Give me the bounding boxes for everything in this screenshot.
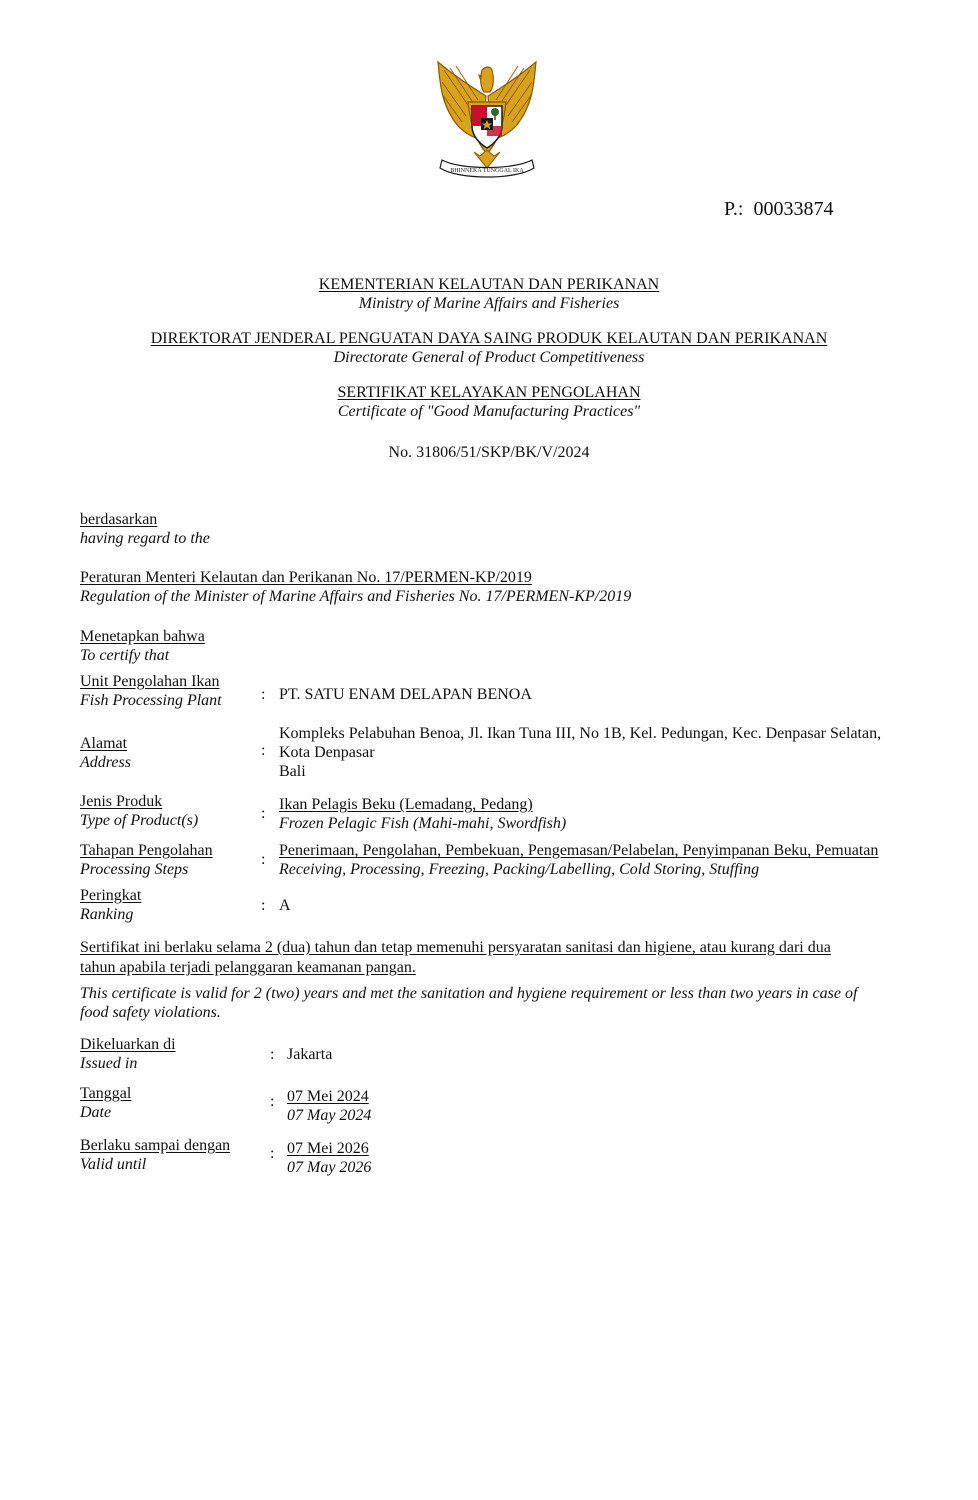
plant-label-id: Unit Pengolahan Ikan: [80, 673, 220, 690]
valid-value-id: 07 Mei 2026: [287, 1140, 369, 1157]
address-label-id: Alamat: [80, 735, 128, 752]
certify-label-id: Menetapkan bahwa: [80, 628, 205, 645]
product-label-id: Jenis Produk: [80, 793, 163, 810]
serial-number: [724, 197, 833, 221]
regulation-en: Regulation of the Minister of Marine Affairs and Fisheries No. 17/PERMEN-KP/2019: [80, 588, 632, 605]
field-plant: [80, 672, 920, 712]
address-colon: :: [261, 742, 266, 759]
product-label-en: Type of Product(s): [80, 812, 199, 829]
serial-value: 00033874: [753, 198, 834, 220]
ministry-title-en: Ministry of Marine Affairs and Fisheries: [358, 295, 620, 312]
emblem-motto: BHINNEKA TUNGGAL IKA: [450, 168, 524, 174]
plant-colon: :: [261, 686, 266, 703]
field-valid-until: [80, 1136, 920, 1178]
date-label-en: Date: [80, 1104, 112, 1121]
issued-colon: :: [270, 1046, 275, 1063]
steps-value-en: Receiving, Processing, Freezing, Packing/Labelling, Cold Storing, Stuffing: [279, 861, 760, 878]
certify-label-en: To certify that: [80, 647, 170, 664]
address-line-1: Kompleks Pelabuhan Benoa, Jl. Ikan Tuna III, No 1B, Kel. Pedungan, Kec. Denpasar Selatan,: [279, 725, 882, 742]
date-colon: :: [270, 1093, 275, 1110]
valid-colon: :: [270, 1145, 275, 1162]
valid-label-id: Berlaku sampai dengan: [80, 1137, 231, 1154]
valid-value-en: 07 May 2026: [287, 1159, 372, 1176]
field-date: [80, 1084, 920, 1126]
issued-label-id: Dikeluarkan di: [80, 1036, 176, 1053]
field-steps: [80, 840, 920, 880]
certificate-number: No. 31806/51/SKP/BK/V/2024: [388, 444, 590, 461]
product-value-en: Frozen Pelagic Fish (Mahi-mahi, Swordfish): [279, 815, 567, 832]
date-label-id: Tanggal: [80, 1085, 132, 1102]
basis-label-en: having regard to the: [80, 530, 210, 547]
issued-value: Jakarta: [287, 1046, 333, 1063]
valid-label-en: Valid until: [80, 1156, 147, 1173]
plant-label-en: Fish Processing Plant: [80, 692, 222, 709]
validity-text-en-2: food safety violations.: [80, 1004, 221, 1021]
plant-value: PT. SATU ENAM DELAPAN BENOA: [279, 686, 532, 703]
issued-label-en: Issued in: [80, 1055, 138, 1072]
garuda-pancasila-emblem: [430, 56, 544, 186]
validity-text-id-1: Sertifikat ini berlaku selama 2 (dua) tahun dan tetap memenuhi persyaratan sanitasi dan higiene, atau kurang dari dua: [80, 939, 831, 956]
address-line-3: Bali: [279, 763, 306, 780]
ranking-label-id: Peringkat: [80, 887, 142, 904]
address-line-2: Kota Denpasar: [279, 744, 375, 761]
product-value-id: Ikan Pelagis Beku (Lemadang, Pedang): [279, 796, 533, 813]
validity-text-id-2: tahun apabila terjadi pelanggaran keamanan pangan.: [80, 959, 416, 976]
field-product: [80, 792, 920, 832]
regulation-id: Peraturan Menteri Kelautan dan Perikanan No. 17/PERMEN-KP/2019: [80, 569, 532, 586]
basis-label-id: berdasarkan: [80, 511, 158, 528]
ranking-value: A: [279, 897, 291, 914]
certificate-title-en: Certificate of "Good Manufacturing Practices": [337, 403, 641, 420]
ranking-label-en: Ranking: [80, 906, 134, 923]
ministry-title-id: KEMENTERIAN KELAUTAN DAN PERIKANAN: [318, 276, 660, 293]
date-value-id: 07 Mei 2024: [287, 1088, 369, 1105]
field-address: [80, 724, 920, 784]
directorate-title-en: Directorate General of Product Competitiveness: [333, 349, 645, 366]
validity-text-en-1: This certificate is valid for 2 (two) years and met the sanitation and hygiene requirement or less than two years in case of: [80, 985, 858, 1002]
directorate-title-id: DIREKTORAT JENDERAL PENGUATAN DAYA SAING PRODUK KELAUTAN DAN PERIKANAN: [150, 330, 828, 347]
field-issued-in: [80, 1035, 920, 1075]
steps-colon: :: [261, 851, 266, 868]
address-label-en: Address: [80, 754, 131, 771]
steps-label-en: Processing Steps: [80, 861, 189, 878]
steps-value-id: Penerimaan, Pengolahan, Pembekuan, Pengemasan/Pelabelan, Penyimpanan Beku, Pemuatan: [279, 842, 879, 859]
serial-label: P.:: [724, 198, 744, 220]
field-ranking: [80, 886, 920, 926]
ranking-colon: :: [261, 897, 266, 914]
product-colon: :: [261, 805, 266, 822]
certificate-title-id: SERTIFIKAT KELAYAKAN PENGOLAHAN: [337, 384, 641, 401]
steps-label-id: Tahapan Pengolahan: [80, 842, 213, 859]
date-value-en: 07 May 2024: [287, 1107, 372, 1124]
